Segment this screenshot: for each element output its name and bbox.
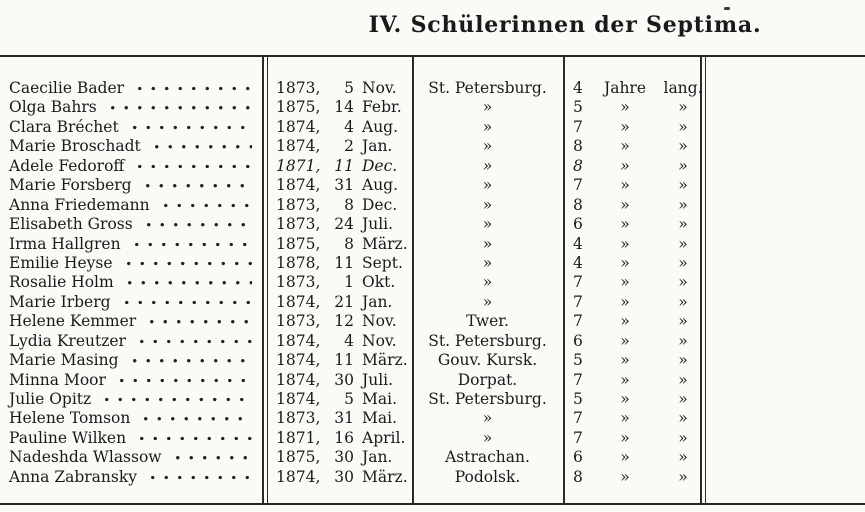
table-row bbox=[0, 429, 700, 448]
duration-cell bbox=[563, 409, 700, 428]
origin-place-cell bbox=[412, 448, 563, 467]
date-day: 2 bbox=[344, 137, 354, 156]
date-year: 1874, bbox=[276, 390, 321, 408]
date-year: 1873, bbox=[276, 215, 321, 234]
duration-suffix: » bbox=[678, 195, 688, 214]
table-row bbox=[0, 137, 700, 156]
duration-cell bbox=[563, 196, 700, 215]
duration-unit: » bbox=[620, 351, 630, 370]
duration-cell bbox=[563, 254, 700, 273]
origin-place: » bbox=[482, 292, 493, 311]
duration-count: 4 bbox=[573, 234, 583, 253]
duration-suffix: » bbox=[678, 137, 688, 156]
table-row bbox=[0, 351, 700, 370]
duration-count: 7 bbox=[573, 409, 583, 428]
duration-cell bbox=[563, 293, 700, 312]
date-day: 12 bbox=[334, 312, 354, 331]
duration-unit: Jahre bbox=[603, 79, 647, 97]
date-year: 1871, bbox=[276, 156, 321, 175]
table-row bbox=[0, 409, 700, 428]
duration-cell bbox=[563, 157, 700, 176]
dot-leader bbox=[141, 176, 252, 195]
date-month: Jan. bbox=[362, 292, 393, 311]
date-month: Juli. bbox=[362, 215, 394, 234]
entry-date-cell bbox=[262, 351, 412, 370]
student-name-cell bbox=[0, 79, 262, 98]
duration-unit: » bbox=[620, 137, 630, 156]
date-year: 1874, bbox=[276, 370, 321, 389]
student-name: Marie Masing bbox=[9, 351, 119, 370]
student-name: Marie Irberg bbox=[9, 292, 111, 311]
table-row bbox=[0, 98, 700, 117]
date-month: Febr. bbox=[362, 98, 402, 117]
duration-unit: » bbox=[620, 117, 630, 136]
student-name-cell bbox=[0, 293, 262, 312]
origin-place: Dorpat. bbox=[457, 370, 518, 389]
student-name-cell bbox=[0, 98, 262, 117]
duration-unit: » bbox=[620, 312, 630, 331]
dot-leader bbox=[171, 448, 252, 467]
date-month: Aug. bbox=[362, 176, 399, 195]
entry-date-cell bbox=[262, 176, 412, 195]
date-day: 30 bbox=[334, 467, 354, 486]
table-row bbox=[0, 118, 700, 137]
student-name: Anna Zabransky bbox=[9, 467, 137, 486]
duration-suffix: » bbox=[678, 292, 688, 311]
roster-table-body bbox=[0, 79, 703, 487]
student-name: Clara Bréchet bbox=[9, 117, 119, 136]
entry-date-cell bbox=[262, 118, 412, 137]
duration-cell bbox=[563, 137, 700, 156]
duration-count: 7 bbox=[573, 428, 583, 447]
table-row bbox=[0, 157, 700, 176]
duration-suffix: » bbox=[678, 428, 688, 447]
origin-place-cell bbox=[412, 79, 563, 98]
date-year: 1873, bbox=[276, 273, 321, 292]
student-name-cell bbox=[0, 137, 262, 156]
duration-count: 6 bbox=[573, 215, 583, 234]
duration-count: 8 bbox=[573, 156, 583, 175]
duration-unit: » bbox=[620, 156, 630, 175]
origin-place: Gouv. Kursk. bbox=[437, 351, 538, 370]
student-name-cell bbox=[0, 215, 262, 234]
student-name-cell bbox=[0, 118, 262, 137]
duration-unit: » bbox=[620, 195, 630, 214]
dot-leader bbox=[106, 98, 252, 117]
duration-count: 4 bbox=[573, 253, 583, 272]
origin-place: » bbox=[482, 137, 493, 156]
origin-place-cell bbox=[412, 196, 563, 215]
origin-place: » bbox=[482, 117, 493, 136]
student-name-cell bbox=[0, 429, 262, 448]
table-row bbox=[0, 273, 700, 292]
origin-place: » bbox=[482, 273, 493, 292]
date-month: Dec. bbox=[362, 195, 398, 214]
date-year: 1874, bbox=[276, 331, 321, 350]
date-day: 16 bbox=[334, 428, 354, 447]
duration-count: 8 bbox=[573, 137, 583, 156]
origin-place: » bbox=[482, 409, 493, 428]
entry-date-cell bbox=[262, 235, 412, 254]
entry-date-cell bbox=[262, 254, 412, 273]
dot-leader bbox=[128, 118, 252, 137]
entry-date-cell bbox=[262, 448, 412, 467]
origin-place-cell bbox=[412, 235, 563, 254]
duration-unit: » bbox=[620, 273, 630, 292]
date-year: 1874, bbox=[276, 117, 321, 136]
duration-cell bbox=[563, 312, 700, 331]
date-year: 1874, bbox=[276, 292, 321, 311]
date-day: 8 bbox=[344, 195, 354, 214]
duration-cell bbox=[563, 468, 700, 487]
duration-unit: » bbox=[620, 176, 630, 195]
duration-suffix: » bbox=[678, 215, 688, 234]
table-row bbox=[0, 176, 700, 195]
table-row bbox=[0, 254, 700, 273]
date-year: 1874, bbox=[276, 351, 321, 370]
table-row bbox=[0, 215, 700, 234]
duration-unit: » bbox=[620, 467, 630, 486]
origin-place: » bbox=[482, 234, 493, 253]
duration-unit: » bbox=[620, 331, 630, 350]
duration-suffix: » bbox=[678, 253, 688, 272]
duration-count: 4 bbox=[573, 79, 583, 97]
student-name-cell bbox=[0, 409, 262, 428]
student-name: Anna Friedemann bbox=[9, 195, 150, 214]
date-year: 1875, bbox=[276, 234, 321, 253]
duration-suffix: » bbox=[678, 176, 688, 195]
origin-place-cell bbox=[412, 351, 563, 370]
date-year: 1874, bbox=[276, 176, 321, 195]
origin-place-cell bbox=[412, 293, 563, 312]
duration-count: 8 bbox=[573, 467, 583, 486]
dot-leader bbox=[123, 273, 252, 292]
duration-suffix: » bbox=[678, 467, 688, 486]
student-name: Adele Fedoroff bbox=[9, 156, 125, 175]
duration-count: 7 bbox=[573, 292, 583, 311]
student-name: Nadeshda Wlassow bbox=[9, 448, 162, 467]
duration-suffix: » bbox=[678, 409, 688, 428]
dot-leader bbox=[142, 215, 252, 234]
student-name-cell bbox=[0, 196, 262, 215]
student-name: Elisabeth Gross bbox=[9, 215, 133, 234]
duration-unit: » bbox=[620, 292, 630, 311]
table-row bbox=[0, 332, 700, 351]
entry-date-cell bbox=[262, 98, 412, 117]
student-name: Lydia Kreutzer bbox=[9, 331, 126, 350]
origin-place: St. Petersburg. bbox=[428, 331, 547, 350]
duration-cell bbox=[563, 215, 700, 234]
duration-count: 7 bbox=[573, 273, 583, 292]
dot-leader bbox=[139, 409, 252, 428]
dot-leader bbox=[130, 235, 252, 254]
student-name-cell bbox=[0, 390, 262, 409]
date-year: 1874, bbox=[276, 467, 321, 486]
student-name-cell bbox=[0, 332, 262, 351]
date-day: 31 bbox=[334, 409, 354, 428]
date-month: Aug. bbox=[362, 117, 399, 136]
date-month: Nov. bbox=[362, 312, 397, 331]
student-name-cell bbox=[0, 254, 262, 273]
duration-unit: » bbox=[620, 390, 630, 408]
dot-leader bbox=[145, 312, 252, 331]
entry-date-cell bbox=[262, 390, 412, 409]
dot-leader bbox=[122, 254, 252, 273]
duration-suffix: » bbox=[678, 273, 688, 292]
duration-suffix: » bbox=[678, 331, 688, 350]
date-year: 1875, bbox=[276, 448, 321, 467]
duration-cell bbox=[563, 371, 700, 390]
date-day: 5 bbox=[344, 390, 354, 408]
date-month: Nov. bbox=[362, 79, 397, 97]
dot-leader bbox=[135, 332, 252, 351]
student-name-cell bbox=[0, 273, 262, 292]
duration-unit: » bbox=[620, 448, 630, 467]
entry-date-cell bbox=[262, 429, 412, 448]
table-row bbox=[0, 293, 700, 312]
date-day: 30 bbox=[334, 448, 354, 467]
date-day: 11 bbox=[334, 351, 354, 370]
duration-count: 6 bbox=[573, 331, 583, 350]
table-row bbox=[0, 371, 700, 390]
duration-suffix: » bbox=[678, 98, 688, 117]
origin-place-cell bbox=[412, 332, 563, 351]
duration-suffix: » bbox=[678, 370, 688, 389]
date-month: Juli. bbox=[362, 370, 394, 389]
dot-leader bbox=[146, 468, 252, 487]
origin-place-cell bbox=[412, 390, 563, 409]
date-month: Okt. bbox=[362, 273, 396, 292]
duration-count: 7 bbox=[573, 370, 583, 389]
student-name-cell bbox=[0, 371, 262, 390]
date-day: 31 bbox=[334, 176, 354, 195]
duration-count: 6 bbox=[573, 448, 583, 467]
origin-place-cell bbox=[412, 176, 563, 195]
student-name-cell bbox=[0, 176, 262, 195]
duration-unit: » bbox=[620, 428, 630, 447]
dot-leader bbox=[159, 196, 252, 215]
student-name: Minna Moor bbox=[9, 370, 106, 389]
origin-place-cell bbox=[412, 254, 563, 273]
origin-place: » bbox=[482, 176, 493, 195]
duration-cell bbox=[563, 390, 700, 409]
duration-count: 7 bbox=[573, 176, 583, 195]
origin-place: St. Petersburg. bbox=[428, 390, 547, 408]
entry-date-cell bbox=[262, 468, 412, 487]
origin-place: Astrachan. bbox=[445, 448, 530, 467]
student-name: Julie Opitz bbox=[9, 390, 92, 408]
duration-count: 7 bbox=[573, 117, 583, 136]
entry-date-cell bbox=[262, 409, 412, 428]
table-row bbox=[0, 390, 700, 409]
entry-date-cell bbox=[262, 157, 412, 176]
origin-place: » bbox=[482, 195, 493, 214]
entry-date-cell bbox=[262, 196, 412, 215]
duration-count: 5 bbox=[573, 98, 583, 117]
entry-date-cell bbox=[262, 273, 412, 292]
date-month: Mai. bbox=[362, 390, 397, 408]
student-name: Irma Hallgren bbox=[9, 234, 121, 253]
date-day: 14 bbox=[334, 98, 354, 117]
student-name: Helene Tomson bbox=[9, 409, 131, 428]
date-year: 1878, bbox=[276, 253, 321, 272]
date-day: 5 bbox=[344, 79, 354, 97]
dot-leader bbox=[133, 157, 252, 176]
origin-place-cell bbox=[412, 371, 563, 390]
origin-place: » bbox=[482, 98, 493, 117]
duration-cell bbox=[563, 176, 700, 195]
duration-unit: » bbox=[620, 98, 630, 117]
student-name: Olga Bahrs bbox=[9, 98, 97, 117]
duration-suffix: lang. bbox=[663, 79, 703, 97]
duration-count: 5 bbox=[573, 390, 583, 408]
table-row bbox=[0, 79, 703, 98]
date-year: 1873, bbox=[276, 79, 321, 97]
dot-leader bbox=[115, 371, 252, 390]
entry-date-cell bbox=[262, 332, 412, 351]
student-name-cell bbox=[0, 312, 262, 331]
dot-leader bbox=[150, 137, 252, 156]
date-day: 21 bbox=[334, 292, 354, 311]
date-month: März. bbox=[362, 467, 408, 486]
entry-date-cell bbox=[262, 137, 412, 156]
date-day: 11 bbox=[334, 253, 354, 272]
date-year: 1871, bbox=[276, 428, 321, 447]
date-day: 24 bbox=[334, 215, 354, 234]
duration-unit: » bbox=[620, 253, 630, 272]
date-day: 1 bbox=[344, 273, 354, 292]
duration-suffix: » bbox=[678, 312, 688, 331]
student-name: Caecilie Bader bbox=[9, 79, 125, 97]
student-name: Rosalie Holm bbox=[9, 273, 114, 292]
date-month: Mai. bbox=[362, 409, 397, 428]
origin-place-cell bbox=[412, 137, 563, 156]
duration-cell bbox=[563, 273, 700, 292]
duration-suffix: » bbox=[678, 448, 688, 467]
duration-unit: » bbox=[620, 370, 630, 389]
duration-cell bbox=[563, 79, 703, 98]
table-row bbox=[0, 235, 700, 254]
origin-place-cell bbox=[412, 429, 563, 448]
date-day: 4 bbox=[344, 331, 354, 350]
student-name: Emilie Heyse bbox=[9, 253, 113, 272]
origin-place-cell bbox=[412, 157, 563, 176]
duration-count: 7 bbox=[573, 312, 583, 331]
origin-place: » bbox=[482, 428, 493, 447]
date-month: April. bbox=[362, 428, 406, 447]
student-name: Marie Broschadt bbox=[9, 137, 141, 156]
entry-date-cell bbox=[262, 215, 412, 234]
date-day: 30 bbox=[334, 370, 354, 389]
duration-suffix: » bbox=[678, 156, 688, 175]
student-name: Pauline Wilken bbox=[9, 428, 127, 447]
table-row bbox=[0, 468, 700, 487]
origin-place: Twer. bbox=[466, 312, 509, 331]
duration-cell bbox=[563, 429, 700, 448]
student-name: Helene Kemmer bbox=[9, 312, 137, 331]
date-year: 1874, bbox=[276, 137, 321, 156]
student-name-cell bbox=[0, 468, 262, 487]
origin-place-cell bbox=[412, 118, 563, 137]
duration-cell bbox=[563, 448, 700, 467]
duration-cell bbox=[563, 235, 700, 254]
origin-place: » bbox=[482, 215, 493, 234]
origin-place-cell bbox=[412, 215, 563, 234]
date-month: Nov. bbox=[362, 331, 397, 350]
student-name: Marie Forsberg bbox=[9, 176, 132, 195]
date-year: 1875, bbox=[276, 98, 321, 117]
duration-unit: » bbox=[620, 409, 630, 428]
table-row bbox=[0, 448, 700, 467]
origin-place-cell bbox=[412, 273, 563, 292]
dot-leader bbox=[120, 293, 252, 312]
duration-unit: » bbox=[620, 234, 630, 253]
duration-cell bbox=[563, 332, 700, 351]
duration-cell bbox=[563, 98, 700, 117]
origin-place: » bbox=[482, 253, 493, 272]
duration-suffix: » bbox=[678, 351, 688, 370]
date-month: Jan. bbox=[362, 448, 393, 467]
entry-date-cell bbox=[262, 371, 412, 390]
duration-suffix: » bbox=[678, 234, 688, 253]
origin-place: » bbox=[482, 156, 493, 175]
student-name-cell bbox=[0, 157, 262, 176]
date-month: März. bbox=[362, 234, 408, 253]
entry-date-cell bbox=[262, 293, 412, 312]
entry-date-cell bbox=[262, 312, 412, 331]
origin-place: St. Petersburg. bbox=[428, 79, 547, 97]
dot-leader bbox=[100, 390, 252, 409]
duration-suffix: » bbox=[678, 390, 688, 408]
date-month: März. bbox=[362, 351, 408, 370]
dot-leader bbox=[135, 429, 252, 448]
roster-table bbox=[0, 55, 865, 505]
entry-date-cell bbox=[262, 79, 412, 98]
date-month: Jan. bbox=[362, 137, 393, 156]
date-year: 1873, bbox=[276, 409, 321, 428]
duration-suffix: » bbox=[678, 117, 688, 136]
origin-place: Podolsk. bbox=[454, 467, 521, 486]
dot-leader bbox=[133, 79, 252, 98]
origin-place-cell bbox=[412, 468, 563, 487]
origin-place-cell bbox=[412, 98, 563, 117]
date-year: 1873, bbox=[276, 312, 321, 331]
student-name-cell bbox=[0, 235, 262, 254]
duration-cell bbox=[563, 351, 700, 370]
student-name-cell bbox=[0, 448, 262, 467]
date-year: 1873, bbox=[276, 195, 321, 214]
date-day: 11 bbox=[334, 156, 354, 175]
date-month: Sept. bbox=[362, 253, 403, 272]
duration-count: 5 bbox=[573, 351, 583, 370]
date-day: 4 bbox=[344, 117, 354, 136]
table-row bbox=[0, 196, 700, 215]
dot-leader bbox=[128, 351, 252, 370]
duration-cell bbox=[563, 118, 700, 137]
date-month: Dec. bbox=[362, 156, 398, 175]
duration-unit: » bbox=[620, 215, 630, 234]
student-name-cell bbox=[0, 351, 262, 370]
page-title: IV. Schülerinnen der Septima. bbox=[368, 12, 762, 38]
origin-place-cell bbox=[412, 312, 563, 331]
table-row bbox=[0, 312, 700, 331]
origin-place-cell bbox=[412, 409, 563, 428]
duration-count: 8 bbox=[573, 195, 583, 214]
scan-speck bbox=[724, 7, 730, 10]
date-day: 8 bbox=[344, 234, 354, 253]
